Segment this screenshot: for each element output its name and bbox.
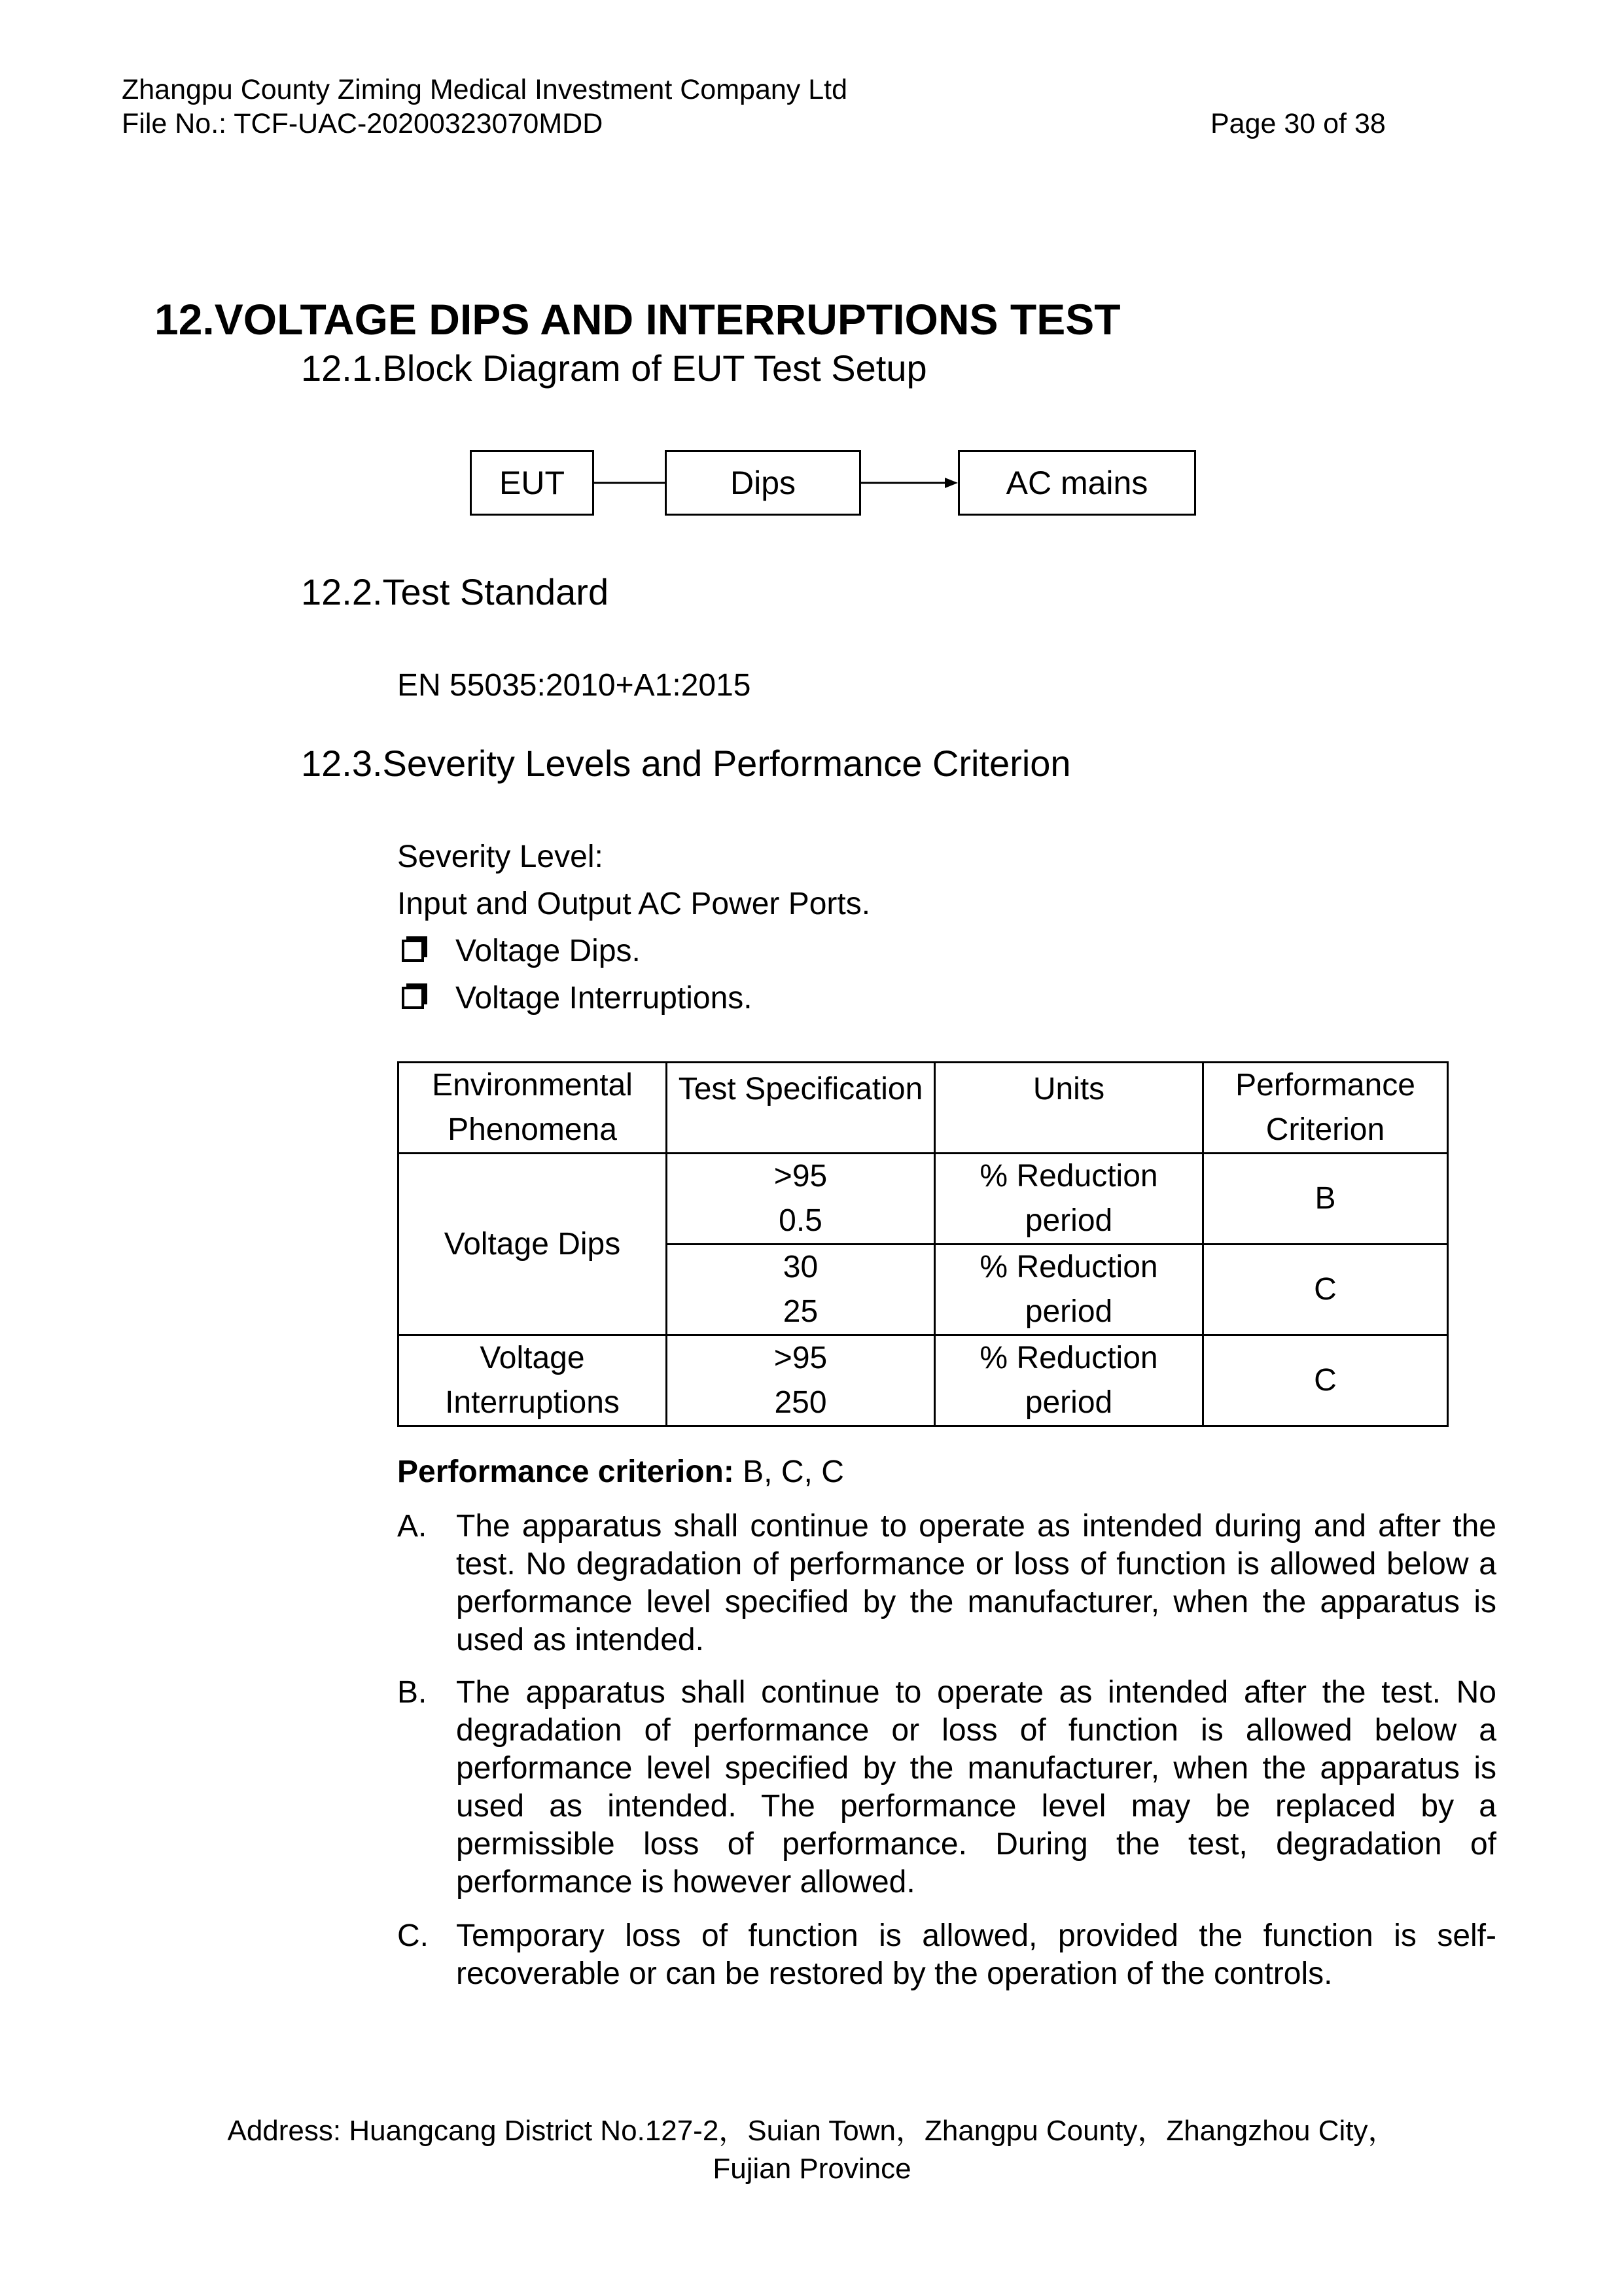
ac-mains-box: AC mains	[958, 450, 1196, 516]
connector-lines	[0, 0, 1624, 589]
table-row	[398, 1154, 1448, 1245]
cell-criterion: C	[1203, 1245, 1448, 1335]
cell-spec: >95 250	[667, 1335, 935, 1426]
cell-criterion: C	[1203, 1335, 1448, 1426]
file-number: File No.: TCF-UAC-20200323070MDD	[122, 108, 603, 139]
list-letter: B.	[397, 1675, 427, 1710]
footer-address-line1: Address: Huangcang District No.127-2，Suian Town，Zhangpu County，Zhangzhou City，	[227, 2115, 1397, 2147]
list-letter: A.	[397, 1509, 427, 1544]
list-item	[397, 1917, 1496, 1993]
list-item	[397, 1674, 1496, 1901]
header-performance: Performance Criterion	[1203, 1063, 1448, 1154]
cell-units: % Reduction period	[935, 1245, 1203, 1335]
table-header-row	[398, 1063, 1448, 1154]
severity-ports: Input and Output AC Power Ports.	[397, 887, 871, 921]
cell-units: % Reduction period	[935, 1335, 1203, 1426]
list-text: Temporary loss of function is allowed, provided the function is self-recoverable or can be restored by the operation of the controls.	[456, 1918, 1496, 1991]
list-item	[397, 1508, 1496, 1659]
company-name: Zhangpu County Ziming Medical Investment Company Ltd	[122, 74, 847, 105]
footer-address-line2: Fujian Province	[713, 2153, 911, 2185]
cell-spec: >95 0.5	[667, 1154, 935, 1245]
cell-voltage-interruptions: Voltage Interruptions	[398, 1335, 667, 1426]
header-test-spec: Test Specification	[667, 1063, 935, 1154]
cell-criterion: B	[1203, 1154, 1448, 1245]
eut-box: EUT	[470, 450, 594, 516]
page-number: Page 30 of 38	[1210, 108, 1386, 139]
subsection-block-diagram: 12.1.Block Diagram of EUT Test Setup	[301, 347, 927, 389]
section-title: 12.VOLTAGE DIPS AND INTERRUPTIONS TEST	[154, 295, 1121, 344]
header-units: Units	[935, 1063, 1203, 1154]
performance-label: Performance criterion:	[397, 1455, 734, 1489]
list-text: The apparatus shall continue to operate as intended during and after the test. No degradation of performance or loss of function is allowed below a performance level specified by the manufacturer, when the apparatus is used as intended.	[456, 1509, 1496, 1657]
cell-units: % Reduction period	[935, 1154, 1203, 1245]
severity-table	[397, 1061, 1449, 1427]
cell-voltage-dips: Voltage Dips	[398, 1154, 667, 1335]
option-voltage-dips: Voltage Dips.	[455, 934, 641, 968]
dips-box: Dips	[665, 450, 861, 516]
list-text: The apparatus shall continue to operate as intended after the test. No degradation of performance or loss of function is allowed below a performance level specified by the manufacturer, when the apparatus is used as intended. The performance level may be replaced by a permissible loss of performance. During the test, degradation of performance is however allowed.	[456, 1675, 1496, 1899]
severity-label: Severity Level:	[397, 839, 603, 874]
list-letter: C.	[397, 1918, 429, 1953]
performance-value: B, C, C	[733, 1455, 844, 1489]
subsection-test-standard: 12.2.Test Standard	[301, 571, 609, 612]
subsection-severity: 12.3.Severity Levels and Performance Criterion	[301, 743, 1071, 784]
checkbox-icon	[402, 940, 424, 962]
cell-spec: 30 25	[667, 1245, 935, 1335]
performance-criterion	[397, 1454, 844, 1490]
arrow-head-icon	[945, 478, 958, 488]
test-standard-value: EN 55035:2010+A1:2015	[397, 668, 751, 703]
checkbox-icon	[402, 987, 424, 1009]
option-voltage-interruptions: Voltage Interruptions.	[455, 981, 752, 1016]
table-row	[398, 1335, 1448, 1426]
header-environmental: Environmental Phenomena	[398, 1063, 667, 1154]
